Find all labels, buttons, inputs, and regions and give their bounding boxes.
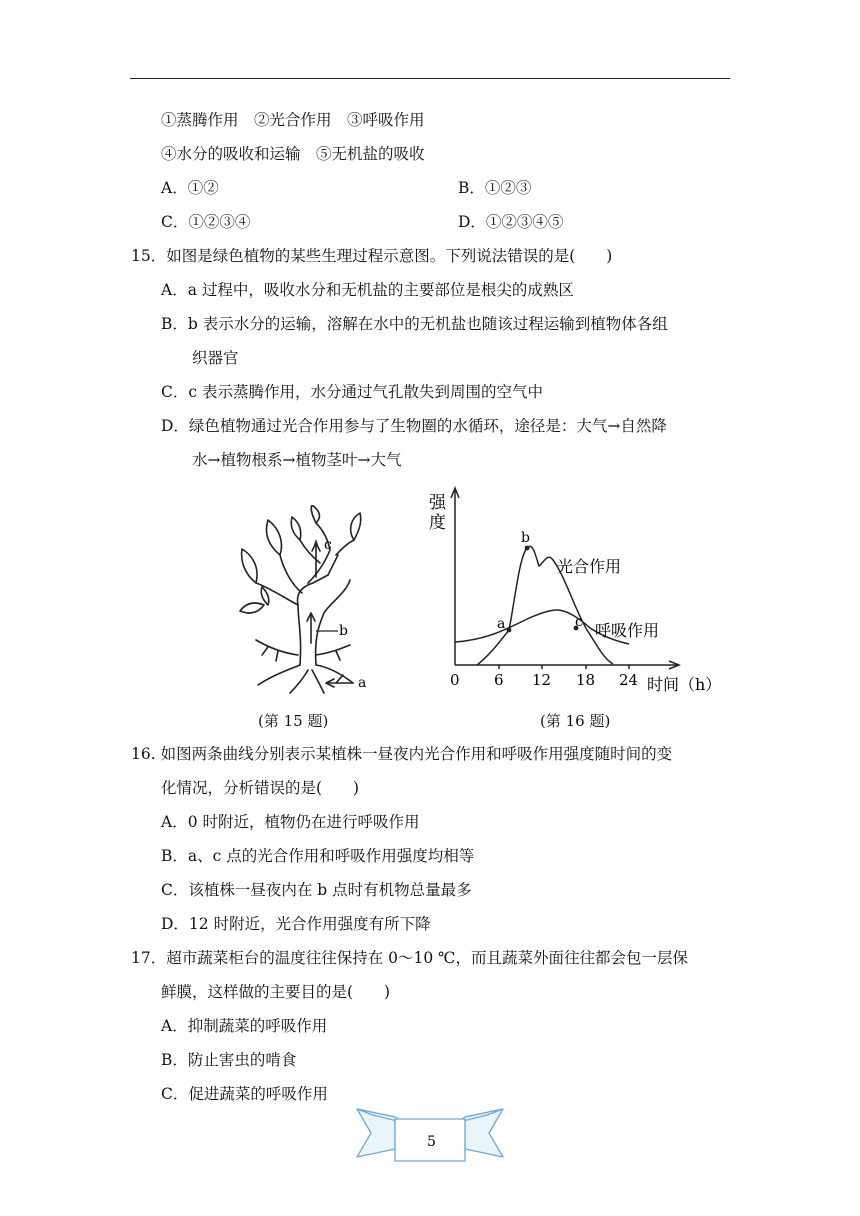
x-tick-12: 12: [532, 671, 552, 689]
q17-option-c: C．促进蔬菜的呼吸作用: [161, 1085, 328, 1103]
q14-items-line1: ①蒸腾作用 ②光合作用 ③呼吸作用: [161, 111, 425, 129]
fig16-caption: (第 16 题): [540, 712, 611, 730]
y-label-line1: 强: [429, 493, 446, 513]
q15-option-c: C．c 表示蒸腾作用，水分通过气孔散失到周围的空气中: [161, 383, 543, 401]
q14-option-c: C．①②③④: [161, 213, 251, 231]
q14-option-a: A．①②: [161, 179, 219, 197]
point-b-label: b: [521, 530, 530, 546]
q16-option-b: B．a、c 点的光合作用和呼吸作用强度均相等: [161, 847, 475, 865]
page-number: 5: [427, 1134, 436, 1150]
legend-photosynthesis: 光合作用: [557, 557, 622, 576]
q16-option-d: D．12 时附近，光合作用强度有所下降: [161, 915, 431, 933]
plant-diagram: [228, 505, 378, 695]
point-b-dot: [525, 546, 530, 551]
q15-option-b-line2: 织器官: [192, 349, 239, 367]
q15-stem: 15．如图是绿色植物的某些生理过程示意图。下列说法错误的是( ): [131, 247, 613, 265]
plant-label-a: a: [358, 675, 367, 691]
plant-label-b: b: [339, 623, 348, 639]
x-tick-18: 18: [576, 671, 596, 689]
q14-items-line2: ④水分的吸收和运输 ⑤无机盐的吸收: [161, 145, 425, 163]
q16-stem-line1: 16. 如图两条曲线分别表示某植株一昼夜内光合作用和呼吸作用强度随时间的变: [131, 745, 673, 763]
legend-respiration: 呼吸作用: [595, 621, 660, 640]
x-tick-24: 24: [619, 671, 639, 689]
x-tick-6: 6: [494, 671, 504, 689]
intensity-graph: [415, 480, 735, 705]
q15-option-b-line1: B．b 表示水分的运输，溶解在水中的无机盐也随该过程运输到植物体各组: [161, 315, 668, 333]
q14-option-d: D．①②③④⑤: [458, 213, 564, 231]
q14-option-b: B．①②③: [458, 179, 532, 197]
q17-stem-line1: 17．超市蔬菜柜台的温度往往保持在 0～10 ℃，而且蔬菜外面往往都会包一层保: [131, 949, 689, 967]
point-a-dot: [507, 628, 512, 633]
q16-option-c: C．该植株一昼夜内在 b 点时有机物总量最多: [161, 881, 472, 899]
q16-stem-line2: 化情况，分析错误的是( ): [161, 779, 360, 797]
x-axis-label: 时间（h）: [647, 675, 722, 694]
point-a-label: a: [497, 616, 506, 632]
y-label-line2: 度: [429, 513, 446, 533]
plant-label-c: c: [324, 537, 332, 553]
fig15-caption: (第 15 题): [258, 712, 329, 730]
header-rule: [130, 78, 730, 79]
q17-option-b: B．防止害虫的啃食: [161, 1051, 297, 1069]
x-tick-0: 0: [450, 671, 460, 689]
point-c-label: c: [575, 614, 583, 630]
q16-option-a: A．0 时附近，植物仍在进行呼吸作用: [161, 813, 420, 831]
q17-stem-line2: 鲜膜，这样做的主要目的是( ): [161, 983, 391, 1001]
q15-option-a: A．a 过程中，吸收水分和无机盐的主要部位是根尖的成熟区: [161, 281, 574, 299]
page-number-ribbon: [355, 1105, 505, 1165]
q17-option-a: A．抑制蔬菜的呼吸作用: [161, 1017, 328, 1035]
q15-option-d-line2: 水→植物根系→植物茎叶→大气: [192, 451, 402, 469]
q15-option-d-line1: D．绿色植物通过光合作用参与了生物圈的水循环，途径是：大气→自然降: [161, 417, 667, 435]
